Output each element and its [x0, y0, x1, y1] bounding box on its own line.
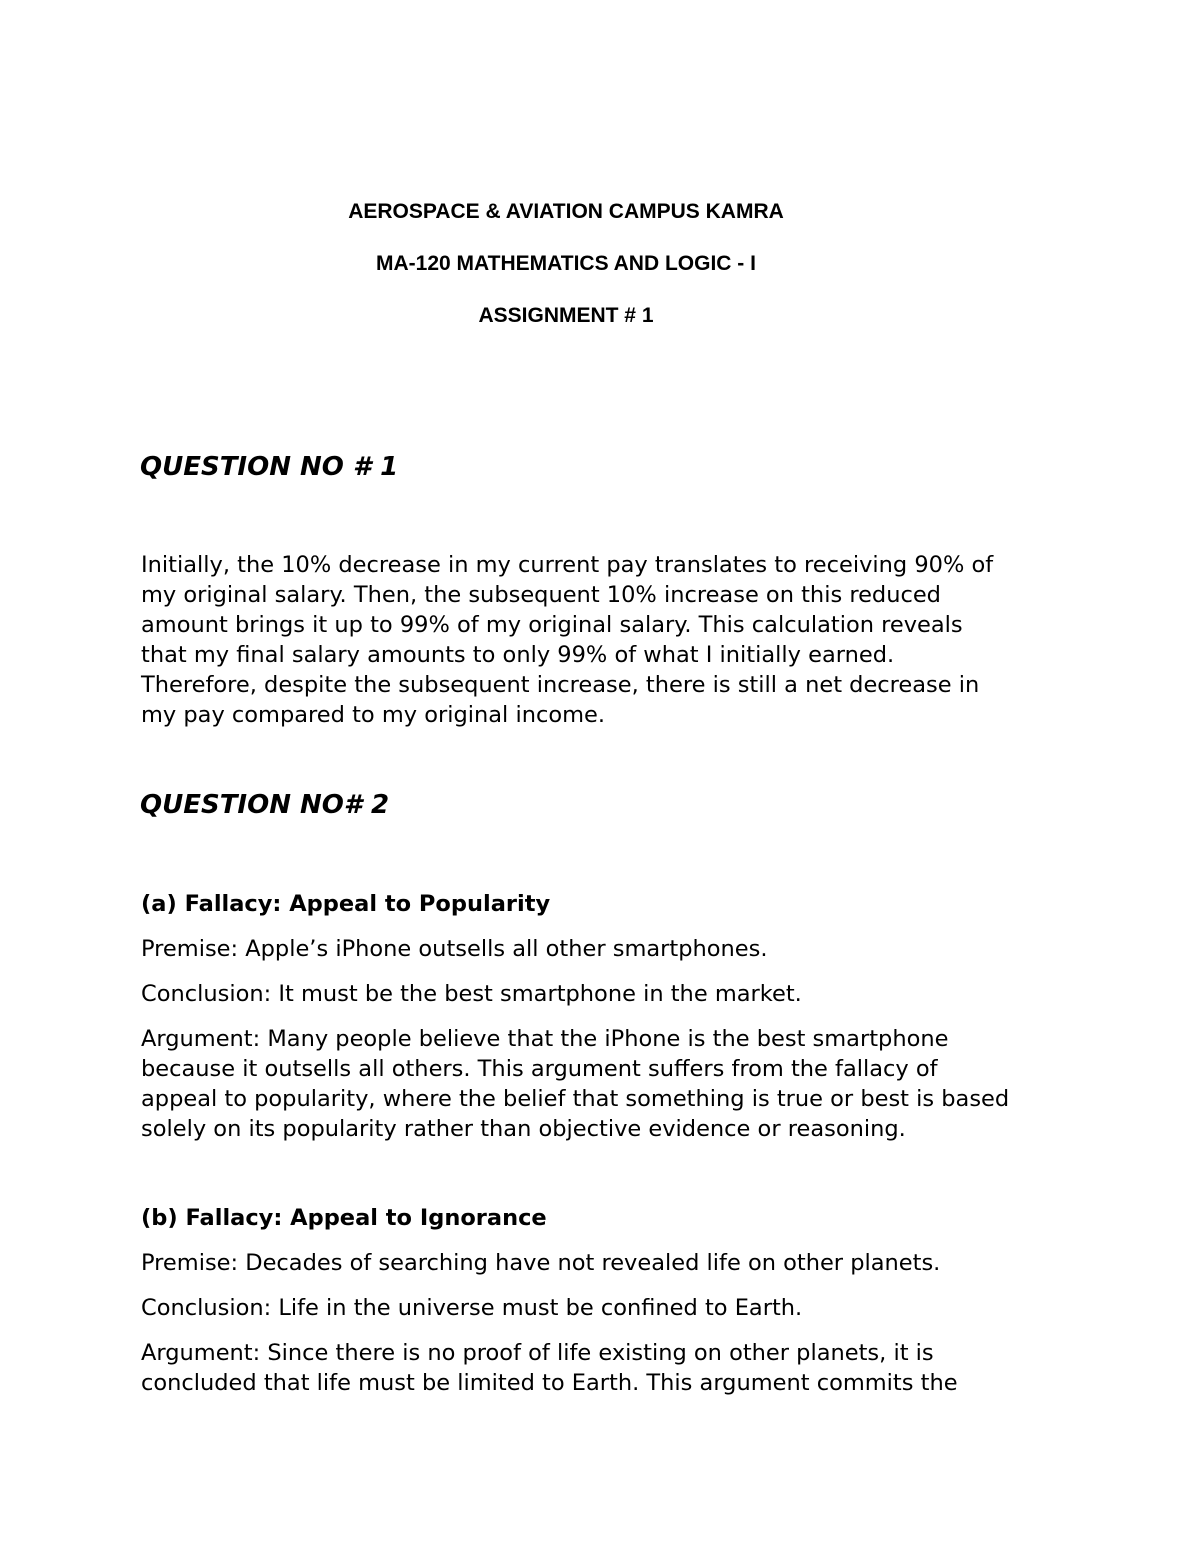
argument-line: solely on its popularity rather than objective evidence or reasoning. [141, 1116, 906, 1142]
course-title: MA-120 MATHEMATICS AND LOGIC - I [376, 252, 756, 275]
answer-line: Therefore, despite the subsequent increase, there is still a net decrease in [141, 672, 980, 698]
part-b-argument [141, 1338, 1081, 1398]
question-1-heading: QUESTION NO # 1 [140, 452, 399, 482]
answer-line: Initially, the 10% decrease in my current pay translates to receiving 90% of [141, 552, 994, 578]
argument-line: appeal to popularity, where the belief that something is true or best is based [141, 1086, 1010, 1112]
answer-line: amount brings it up to 99% of my original salary. This calculation reveals [141, 612, 963, 638]
assignment-title: ASSIGNMENT # 1 [478, 304, 654, 327]
question-1-answer [141, 550, 1081, 730]
institution-title: AEROSPACE & AVIATION CAMPUS KAMRA [348, 200, 784, 223]
part-a-conclusion: Conclusion: It must be the best smartphone in the market. [141, 981, 802, 1007]
part-a-premise: Premise: Apple’s iPhone outsells all other smartphones. [141, 936, 768, 962]
part-b-premise: Premise: Decades of searching have not revealed life on other planets. [141, 1250, 941, 1276]
answer-line: my pay compared to my original income. [141, 702, 606, 728]
part-b-title: (b) Fallacy: Appeal to Ignorance [141, 1205, 547, 1231]
argument-line: Argument: Since there is no proof of life existing on other planets, it is [141, 1340, 934, 1366]
argument-line: because it outsells all others. This argument suffers from the fallacy of [141, 1056, 938, 1082]
argument-line: Argument: Many people believe that the iPhone is the best smartphone [141, 1026, 949, 1052]
answer-line: my original salary. Then, the subsequent 10% increase on this reduced [141, 582, 941, 608]
part-b-conclusion: Conclusion: Life in the universe must be confined to Earth. [141, 1295, 803, 1321]
part-a-title: (a) Fallacy: Appeal to Popularity [141, 891, 551, 917]
part-a-argument [141, 1024, 1081, 1144]
question-2-heading: QUESTION NO# 2 [140, 790, 390, 820]
answer-line: that my final salary amounts to only 99% of what I initially earned. [141, 642, 895, 668]
argument-line: concluded that life must be limited to Earth. This argument commits the [141, 1370, 958, 1396]
